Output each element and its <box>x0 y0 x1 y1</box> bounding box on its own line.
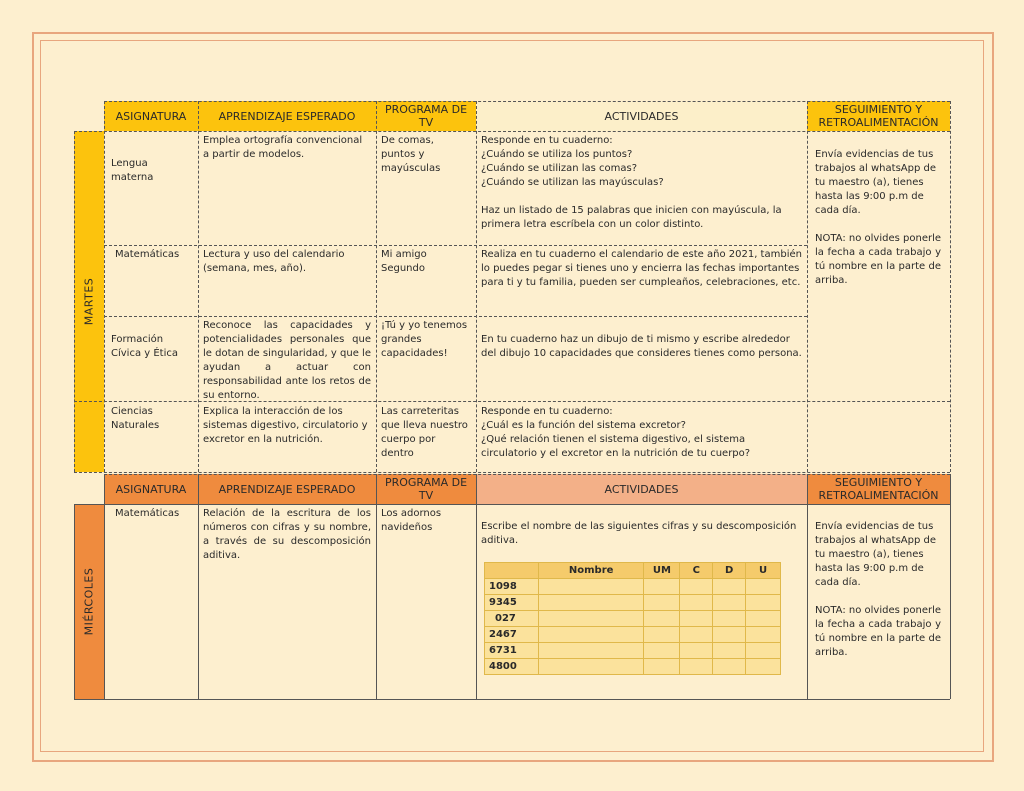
c-cell <box>680 627 713 643</box>
day-label-miercoles-text: MIÉRCOLES <box>82 567 96 636</box>
numbers-table <box>484 562 781 675</box>
martes-row1-actividades <box>476 132 807 234</box>
grid-line <box>198 101 199 472</box>
number-cell: 6731 <box>485 643 539 659</box>
table-header-cell <box>485 563 539 579</box>
day-label-martes-text: MARTES <box>82 277 96 326</box>
header-programa: PROGRAMA DE TV <box>376 101 476 131</box>
d-cell <box>713 627 746 643</box>
martes-row1-asignatura: Lengua materna <box>111 158 154 183</box>
header-actividades: ACTIVIDADES <box>476 474 807 504</box>
c-cell <box>680 579 713 595</box>
miercoles-programa: Los adornos navideños <box>381 508 442 533</box>
u-cell <box>746 659 781 675</box>
numbers-table-header <box>485 563 781 579</box>
grid-line <box>74 401 950 402</box>
d-cell <box>713 643 746 659</box>
c-cell <box>680 595 713 611</box>
martes-row2-actividades: Realiza en tu cuaderno el calendario de este año 2021, también lo puedes pegar si tienes uno y encierra las fechas importantes para ti y tu familia, pueden ser cumpleaños, celebraciones, etc. <box>481 249 802 288</box>
martes-row4-act-line: ¿Cuál es la función del sistema excretor? <box>481 420 686 431</box>
day-label-martes <box>74 131 104 472</box>
table-row <box>485 643 781 659</box>
name-cell <box>538 611 644 627</box>
miercoles-aprendizaje: Relación de la escritura de los números con cifras y su nombre, a través de su descomposición aditiva. <box>203 508 371 561</box>
miercoles-asignatura: Matemáticas <box>115 508 180 519</box>
martes-row1-aprendizaje: Emplea ortografía convencional a partir de modelos. <box>203 135 363 160</box>
um-cell <box>644 595 680 611</box>
martes-row3-asignatura: Formación Cívica y Ética <box>111 334 179 359</box>
number-cell: 027 <box>485 611 539 627</box>
grid-line <box>950 474 951 699</box>
martes-row3-aprendizaje: Reconoce las capacidades y potencialidades personales que le dotan de singularidad, y que le ayudan a actuar con responsabilidad ante los retos de su entorno. <box>203 320 371 401</box>
martes-row4-asignatura: Ciencias Naturales <box>111 406 160 431</box>
name-cell <box>538 595 644 611</box>
grid-line <box>74 131 75 472</box>
grid-line <box>376 101 377 472</box>
table-row <box>485 579 781 595</box>
header-aprendizaje: APRENDIZAJE ESPERADO <box>198 101 376 131</box>
grid-line <box>104 101 950 102</box>
u-cell <box>746 627 781 643</box>
martes-row2-aprendizaje: Lectura y uso del calendario (semana, mes, año). <box>203 249 345 274</box>
grid-line <box>74 699 950 700</box>
u-cell <box>746 643 781 659</box>
miercoles-seguimiento-nota: NOTA: no olvides ponerle la fecha a cada trabajo y tú nombre en la parte de arriba. <box>815 605 942 658</box>
martes-row1-act-line: Haz un listado de 15 palabras que inicien con mayúscula, la primera letra escríbela con un color distinto. <box>481 205 782 230</box>
martes-row1-programa: De comas, puntos y mayúsculas <box>381 135 441 174</box>
grid-line <box>104 101 105 472</box>
martes-seguimiento <box>810 146 946 296</box>
name-cell <box>538 627 644 643</box>
header-actividades: ACTIVIDADES <box>476 101 807 131</box>
name-cell <box>538 579 644 595</box>
um-cell <box>644 643 680 659</box>
grid-line <box>104 316 807 317</box>
grid-line <box>376 474 377 699</box>
header-seguimiento: SEGUIMIENTO Y RETROALIMENTACIÓN <box>807 474 950 504</box>
table-row <box>485 627 781 643</box>
table-row <box>485 595 781 611</box>
grid-line <box>74 504 75 699</box>
table-header-cell: D <box>713 563 746 579</box>
grid-line <box>104 474 950 475</box>
martes-row3-actividades: En tu cuaderno haz un dibujo de ti mismo y escribe alrededor del dibujo 10 capacidades que consideres tienes como persona. <box>481 334 802 359</box>
um-cell <box>644 579 680 595</box>
name-cell <box>538 659 644 675</box>
um-cell <box>644 611 680 627</box>
grid-line <box>104 245 807 246</box>
d-cell <box>713 659 746 675</box>
header-seguimiento: SEGUIMIENTO Y RETROALIMENTACIÓN <box>807 101 950 131</box>
miercoles-seguimiento <box>810 518 946 668</box>
grid-line <box>476 101 477 472</box>
header-programa: PROGRAMA DE TV <box>376 474 476 504</box>
d-cell <box>713 579 746 595</box>
table-header-cell: U <box>746 563 781 579</box>
u-cell <box>746 595 781 611</box>
number-cell: 2467 <box>485 627 539 643</box>
number-cell: 4800 <box>485 659 539 675</box>
grid-line <box>74 131 950 132</box>
grid-line <box>476 474 477 699</box>
c-cell <box>680 643 713 659</box>
table-header-cell: C <box>680 563 713 579</box>
martes-row1-act-line <box>481 190 802 204</box>
miercoles-seguimiento-text: Envía evidencias de tus trabajos al whatsApp de tu maestro (a), tienes hasta las 9:00 p.m de cada día. <box>815 521 936 588</box>
grid-line <box>198 474 199 699</box>
grid-line <box>74 504 950 505</box>
martes-row1-act-line: Responde en tu cuaderno: <box>481 135 613 146</box>
grid-line <box>104 474 105 699</box>
martes-row1-act-line: ¿Cuándo se utilizan las mayúsculas? <box>481 177 664 188</box>
grid-line <box>950 101 951 472</box>
d-cell <box>713 611 746 627</box>
c-cell <box>680 611 713 627</box>
martes-row2-asignatura: Matemáticas <box>115 249 180 260</box>
martes-row4-act-line: ¿Qué relación tienen el sistema digestivo, el sistema circulatorio y el excretor en la nutrición de tu cuerpo? <box>481 434 751 459</box>
grid-line <box>807 101 808 472</box>
u-cell <box>746 579 781 595</box>
miercoles-actividades: Escribe el nombre de las siguientes cifras y su descomposición aditiva. <box>481 521 797 546</box>
martes-row1-act-line: ¿Cuándo se utiliza los puntos? <box>481 149 633 160</box>
header-asignatura: ASIGNATURA <box>104 474 198 504</box>
grid-line <box>807 474 808 699</box>
martes-seguimiento-nota: NOTA: no olvides ponerle la fecha a cada trabajo y tú nombre en la parte de arriba. <box>815 233 942 286</box>
header-asignatura: ASIGNATURA <box>104 101 198 131</box>
table-row <box>485 611 781 627</box>
u-cell <box>746 611 781 627</box>
number-cell: 1098 <box>485 579 539 595</box>
martes-row4-act-line: Responde en tu cuaderno: <box>481 406 613 417</box>
table-header-cell: UM <box>644 563 680 579</box>
martes-row4-programa: Las carreteritas que lleva nuestro cuerpo por dentro <box>381 406 468 459</box>
day-label-miercoles <box>74 504 104 699</box>
martes-row1-act-line: ¿Cuándo se utilizan las comas? <box>481 163 638 174</box>
martes-row4-aprendizaje: Explica la interacción de los sistemas digestivo, circulatorio y excretor en la nutrición. <box>203 406 368 445</box>
martes-row3-programa: ¡Tú y yo tenemos grandes capacidades! <box>381 320 468 359</box>
martes-row4-actividades <box>476 403 807 471</box>
number-cell: 9345 <box>485 595 539 611</box>
um-cell <box>644 659 680 675</box>
martes-row2-programa: Mi amigo Segundo <box>381 249 427 274</box>
martes-seguimiento-text: Envía evidencias de tus trabajos al whatsApp de tu maestro (a), tienes hasta las 9:00 p.m de cada día. <box>815 149 936 216</box>
header-aprendizaje: APRENDIZAJE ESPERADO <box>198 474 376 504</box>
grid-line <box>74 472 950 473</box>
um-cell <box>644 627 680 643</box>
table-header-cell: Nombre <box>538 563 644 579</box>
c-cell <box>680 659 713 675</box>
name-cell <box>538 643 644 659</box>
d-cell <box>713 595 746 611</box>
table-row <box>485 659 781 675</box>
